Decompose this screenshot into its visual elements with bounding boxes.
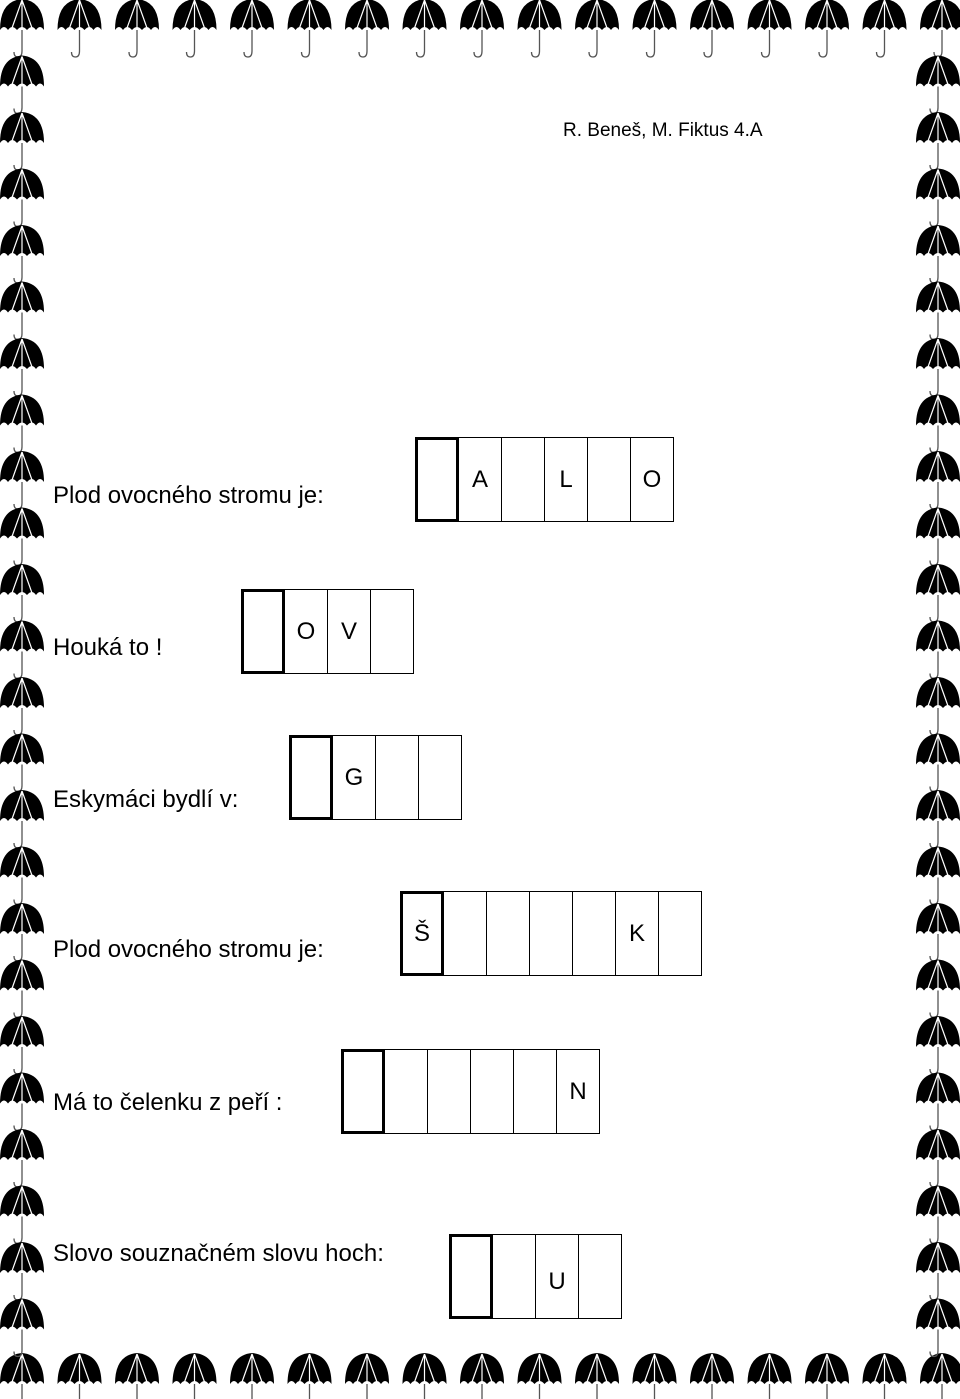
umbrella-icon [0,282,44,340]
answer-cell[interactable]: A [458,437,502,522]
umbrella-icon [916,338,960,396]
umbrella-icon [863,0,907,57]
umbrella-icon [0,790,44,848]
umbrella-icon [633,0,677,57]
answer-cell[interactable]: O [630,437,674,522]
umbrella-icon [916,677,960,735]
umbrella-icon [518,1353,562,1399]
answer-cell[interactable] [370,589,414,674]
umbrella-icon [0,508,44,566]
question-5-text: Má to čelenku z peří : [53,1089,283,1116]
umbrella-icon [58,0,102,57]
umbrella-icon [916,734,960,792]
umbrella-icon [916,847,960,905]
umbrella-icon [518,0,562,57]
question-1-text: Plod ovocného stromu je: [53,482,324,509]
umbrella-icon [916,169,960,227]
umbrella-icon [920,0,960,57]
question-2-grid [241,589,414,674]
umbrella-icon [0,225,44,283]
umbrella-icon [0,0,44,57]
umbrella-icon [0,451,44,509]
umbrella-icon [0,960,44,1018]
umbrella-icon [805,0,849,57]
answer-cell[interactable] [449,1234,493,1319]
answer-cell[interactable] [486,891,530,976]
umbrella-icon [863,1353,907,1399]
answer-cell[interactable] [501,437,545,522]
answer-cell[interactable]: L [544,437,588,522]
umbrella-icon [916,112,960,170]
umbrella-icon [748,1353,792,1399]
question-3-grid [289,735,462,820]
umbrella-icon [230,1353,274,1399]
question-4-grid [400,891,702,976]
umbrella-icon [916,790,960,848]
question-4-text: Plod ovocného stromu je: [53,936,324,963]
umbrella-icon [0,677,44,735]
umbrella-icon [460,1353,504,1399]
umbrella-icon [748,0,792,57]
umbrella-icon [0,112,44,170]
umbrella-icon [0,338,44,396]
umbrella-icon [916,1129,960,1187]
umbrella-icon [230,0,274,57]
umbrella-icon [0,564,44,622]
umbrella-icon [460,0,504,57]
answer-cell[interactable]: V [327,589,371,674]
answer-cell[interactable] [384,1049,428,1134]
answer-cell[interactable] [443,891,487,976]
umbrella-icon [345,1353,389,1399]
umbrella-icon [916,1073,960,1131]
umbrella-icon [575,1353,619,1399]
umbrella-icon [920,1353,960,1399]
umbrella-icon [403,1353,447,1399]
umbrella-icon [0,56,44,114]
umbrella-icon [916,508,960,566]
umbrella-icon [0,169,44,227]
umbrella-icon [0,903,44,961]
question-1-grid [415,437,674,522]
answer-cell[interactable] [587,437,631,522]
umbrella-icon [916,395,960,453]
question-5-grid [341,1049,600,1134]
umbrella-icon [575,0,619,57]
umbrella-icon [916,56,960,114]
umbrella-icon [0,1016,44,1074]
umbrella-icon [0,847,44,905]
umbrella-icon [690,0,734,57]
umbrella-icon [805,1353,849,1399]
umbrella-icon [288,0,332,57]
umbrella-icon [0,1129,44,1187]
umbrella-icon [173,1353,217,1399]
umbrella-icon [690,1353,734,1399]
umbrella-icon [0,1186,44,1244]
answer-cell[interactable]: U [535,1234,579,1319]
umbrella-icon [916,282,960,340]
answer-cell[interactable]: Š [400,891,444,976]
answer-cell[interactable]: K [615,891,659,976]
umbrella-icon [0,1242,44,1300]
answer-cell[interactable] [241,589,285,674]
umbrella-icon [115,0,159,57]
question-3-text: Eskymáci bydlí v: [53,786,239,813]
answer-cell[interactable] [418,735,462,820]
umbrella-icon [173,0,217,57]
umbrella-icon [916,1016,960,1074]
author-credit: R. Beneš, M. Fiktus 4.A [563,120,763,141]
umbrella-icon [916,903,960,961]
question-6-text: Slovo souznačném slovu hoch: [53,1240,384,1267]
umbrella-icon [0,621,44,679]
answer-cell[interactable]: G [332,735,376,820]
answer-cell[interactable] [572,891,616,976]
answer-cell[interactable] [375,735,419,820]
answer-cell[interactable]: O [284,589,328,674]
answer-cell[interactable] [470,1049,514,1134]
umbrella-icon [916,960,960,1018]
umbrella-icon [916,621,960,679]
answer-cell[interactable] [658,891,702,976]
answer-cell[interactable] [415,437,459,522]
umbrella-icon [0,395,44,453]
umbrella-icon [115,1353,159,1399]
umbrella-icon [633,1353,677,1399]
umbrella-icon [288,1353,332,1399]
umbrella-icon [345,0,389,57]
umbrella-icon [916,225,960,283]
umbrella-icon [916,1242,960,1300]
answer-cell[interactable] [529,891,573,976]
umbrella-icon [0,1073,44,1131]
umbrella-icon [916,1299,960,1357]
umbrella-icon [403,0,447,57]
answer-cell[interactable]: N [556,1049,600,1134]
question-2-text: Houká to ! [53,634,163,661]
umbrella-icon [0,1299,44,1357]
umbrella-icon [0,734,44,792]
answer-cell[interactable] [492,1234,536,1319]
umbrella-icon [58,1353,102,1399]
umbrella-icon [916,564,960,622]
answer-cell[interactable] [513,1049,557,1134]
umbrella-icon [916,451,960,509]
question-6-grid [449,1234,622,1319]
umbrella-icon [0,1353,44,1399]
answer-cell[interactable] [341,1049,385,1134]
umbrella-icon [916,1186,960,1244]
answer-cell[interactable] [289,735,333,820]
answer-cell[interactable] [578,1234,622,1319]
answer-cell[interactable] [427,1049,471,1134]
